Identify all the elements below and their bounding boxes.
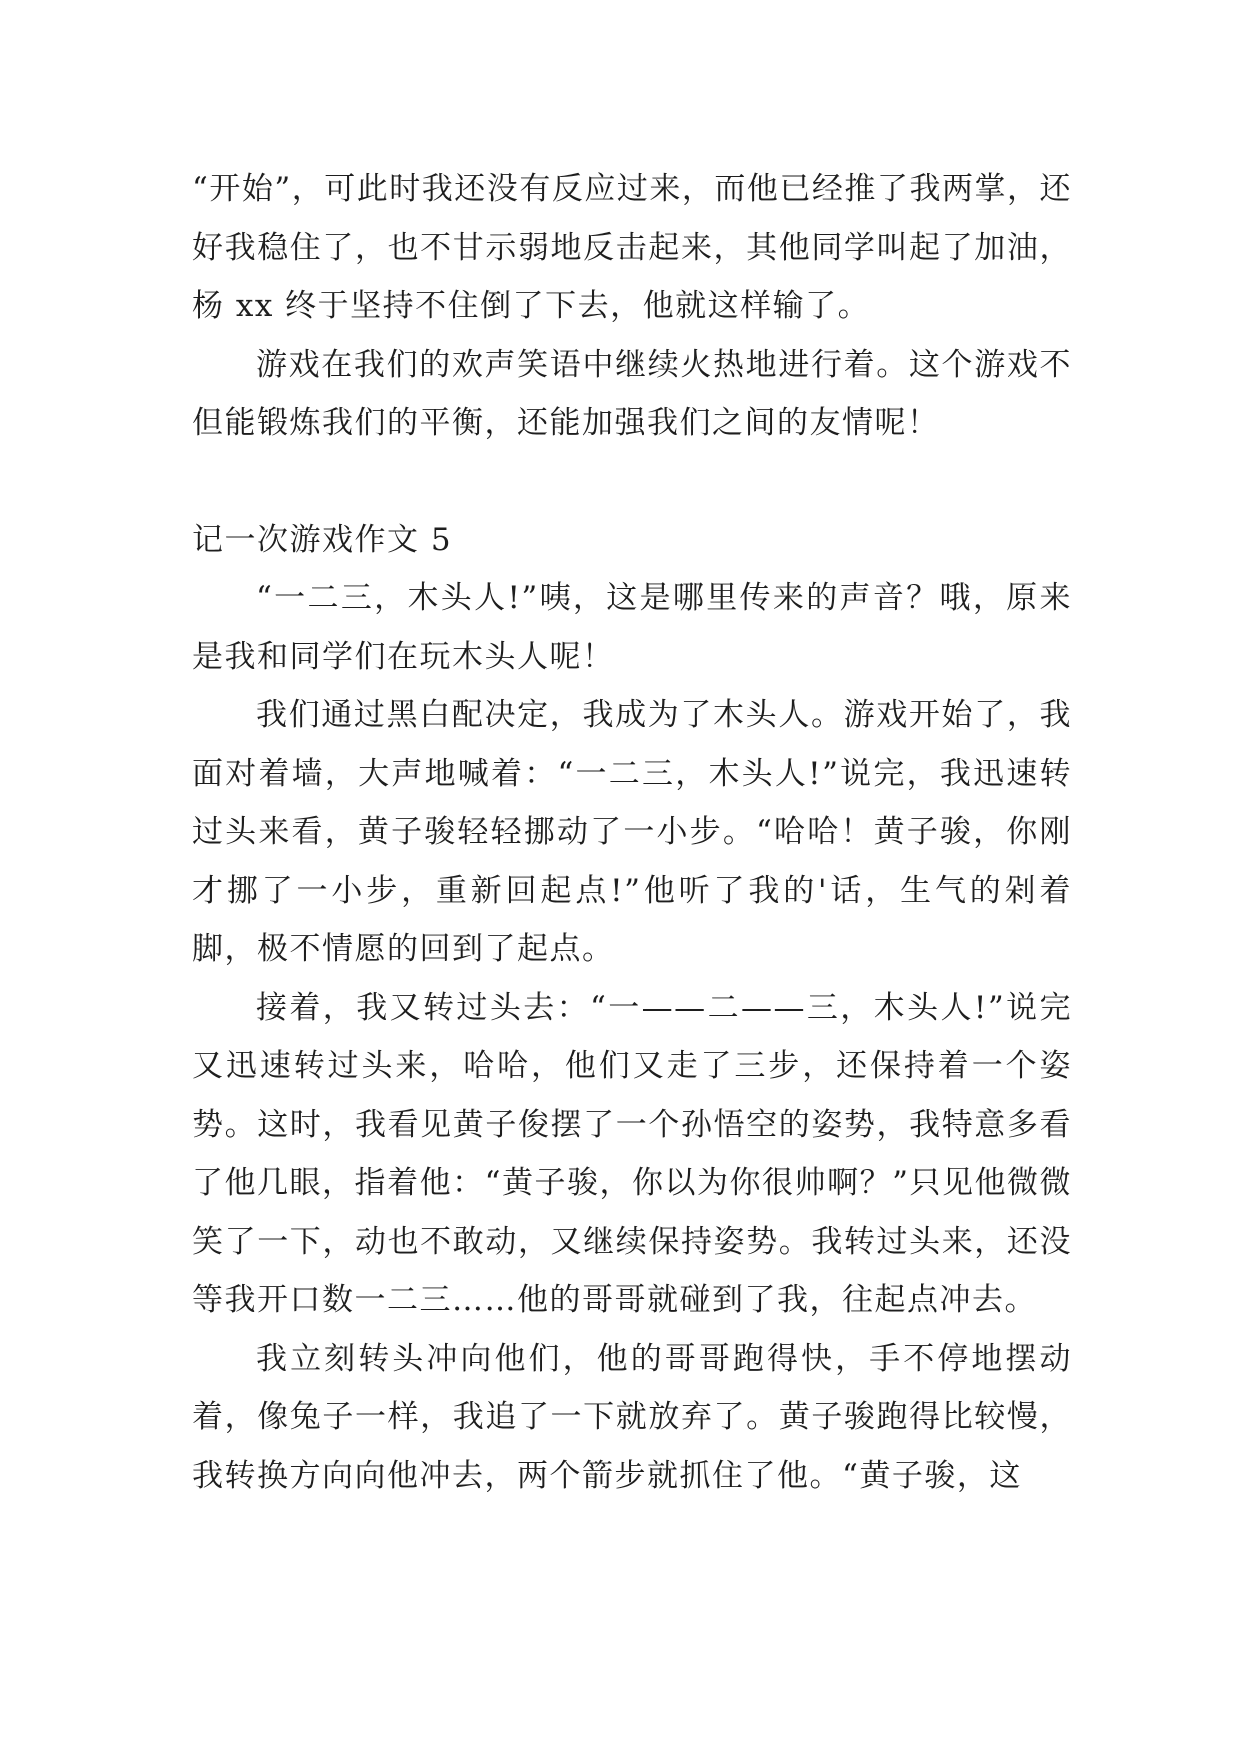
paragraph: 游戏在我们的欢声笑语中继续火热地进行着。这个游戏不但能锻炼我们的平衡，还能加强我们之间的友情呢！	[192, 346, 1072, 441]
paragraph: 我立刻转头冲向他们，他的哥哥跑得快，手不停地摆动着，像兔子一样，我追了一下就放弃了。黄子骏跑得比较慢，我转换方向向他冲去，两个箭步就抓住了他。“黄子骏，这	[192, 1340, 1072, 1494]
paragraph: “一二三，木头人!”咦，这是哪里传来的声音？哦，原来是我和同学们在玩木头人呢！	[192, 580, 1072, 675]
paragraph: 接着，我又转过头去：“一——二——三，木头人!”说完又迅速转过头来，哈哈，他们又走了三步，还保持着一个姿势。这时，我看见黄子俊摆了一个孙悟空的姿势，我特意多看了他几眼，指着他：“黄子骏，你以为你很帅啊？”只见他微微笑了一下，动也不敢动，又继续保持姿势。我转过头来，还没等我开口数一二三……他的哥哥就碰到了我，往起点冲去。	[192, 989, 1072, 1318]
document-body	[192, 160, 1072, 1505]
paragraph-continued: “开始”，可此时我还没有反应过来，而他已经推了我两掌，还好我稳住了，也不甘示弱地反击起来，其他同学叫起了加油，杨 xx 终于坚持不住倒了下去，他就这样输了。	[192, 171, 1072, 324]
paragraph: 我们通过黑白配决定，我成为了木头人。游戏开始了，我面对着墙，大声地喊着：“一二三，木头人!”说完，我迅速转过头来看，黄子骏轻轻挪动了一小步。“哈哈！黄子骏，你刚才挪了一小步，重新回起点!”他听了我的'话，生气的剁着脚，极不情愿的回到了起点。	[192, 697, 1072, 967]
section-title: 记一次游戏作文 5	[192, 521, 453, 558]
